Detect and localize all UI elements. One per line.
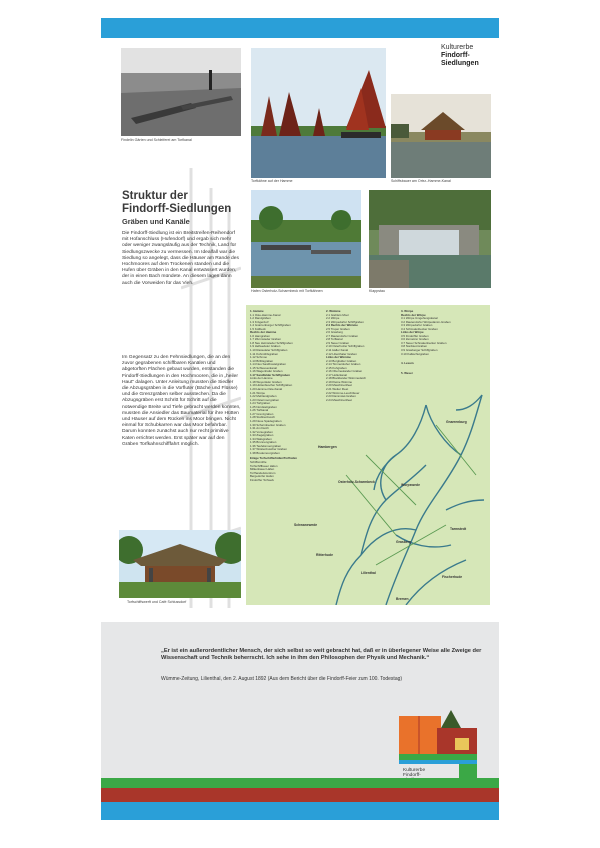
legend-mid-item: 2.21 Wetter Fleet	[326, 387, 349, 392]
legend-mid-item: 2.5 Truper Graben	[326, 326, 350, 331]
legend-left-item: 1.33 Ziegelgraben	[250, 433, 274, 438]
caption-6: Torfschiffswerft und Café Schlussdorf	[127, 600, 187, 604]
legend-left-item: 1.9 Hellwedeler Graben	[250, 344, 281, 349]
legend-left-item: 1.7 Wurmsteder Graben	[250, 337, 281, 342]
legend-left-item: 1.38 Bredemoorgraben	[250, 450, 280, 455]
legend-left-item: 1.27 Grenzgraben	[250, 411, 274, 416]
map-place-label: Tarmstedt	[450, 527, 467, 531]
legend-left-item: 1.8 Neu Helmsteder Schiffgraben	[250, 340, 293, 345]
caption-2: Torfkähne auf der Hamme	[251, 179, 293, 183]
map-place-label: Schwanewede	[294, 523, 318, 527]
legend-mid-item: 2.14 Timmersloher Graben	[326, 362, 361, 367]
legend-left-item: 1.18 Weyerdeler Graben	[250, 379, 282, 384]
photo-sluice	[369, 190, 491, 288]
legend-left-item: 1.1 Oste-Hamme-Kanal	[250, 312, 281, 317]
legend-left-item: 1.32 Vorsegraben	[250, 429, 273, 434]
paragraph-1: Die Findorff-Siedlung ist ein Breitstreifen-Reihendorf mit Hofanschluss (Hufendorf) und ergab sich mehr oder weniger zwangsläufig aus der Technik, Land für Siedlungszwecke zu vermessen. Im Idealfall war die Siedlung so angelegt, dass die Häuser am Rande des Hochmoores auf dem Trockenen standen und die Hufen über Gräben in den Kanal entwässert wurden, der in einen Bach mündete. An diesem lagen dann auch die Vorweiden für das Vieh.	[122, 231, 239, 286]
legend-left-item: 1.11 Kuhmühlsgraben	[250, 351, 279, 356]
map-place-label: Grasberg	[396, 540, 412, 544]
legend-right-item: 3.9 Grasberger Schiffgraben	[401, 348, 438, 353]
caption-3: Schiffsbauer am Ortsr.-Hamme-Kanal	[391, 179, 451, 183]
series-line3: Siedlungen	[441, 60, 479, 67]
legend-right-item: 3.1 Wörpe Umgehungskanal	[401, 316, 438, 321]
photo-pavilion	[119, 530, 241, 598]
legend-left-item: 1.37 Wüstenbuscher Graben	[250, 447, 287, 452]
photo-boathouse	[391, 94, 491, 178]
quote-text: „Er ist ein außerordentlicher Mensch, der sich selbst so weit gebracht hat, daß er in überlegener Weise alle Zweige der Wissenschaft und Technik beherrscht. Ich sehe in ihm den Philosophen der Physik und Mechanik.“	[161, 648, 482, 662]
legend-right-item: 3.4 Schmalenbecker Graben	[401, 326, 438, 331]
legend-mid-item: 2.12 Lilienthaler Graben	[326, 351, 357, 356]
legend-mid-item: 2.9 Neuer Graben	[326, 340, 350, 345]
legend-left-item: 1.21 Wörpe	[250, 390, 265, 395]
legend-left-item: 1.2 Randgräben	[250, 316, 271, 321]
map-place-label: Bremen	[396, 597, 409, 601]
legend-mid-item: 2.16 Oberneulander Graben	[326, 369, 363, 374]
legend-mid-item: 2.15 Kuhgraben	[326, 365, 347, 370]
legend-right-heading: 3. Wörpe	[401, 309, 414, 313]
legend-left-item: 1.31 Am Deich	[250, 426, 269, 431]
legend-right-item: 3.3 Wörpedorfer Graben	[401, 323, 433, 328]
series-label	[441, 44, 479, 68]
legend-mid-subheading: 2.4 Rechts der Wümme	[326, 323, 358, 328]
legend-right-item: 3.6 Zernetzer Graben	[401, 337, 429, 342]
map-place-label: Gnarrenburg	[446, 420, 467, 424]
legend-symbol-item: Torfschiffbauer Hafen	[250, 463, 278, 468]
map-place-label: Fischerhude	[442, 575, 463, 579]
legend-left-item: 1.22 Mehlandgraben	[250, 394, 277, 399]
map-place-label: Lilienthal	[361, 571, 376, 575]
legend-right-heading4: 5. Weser	[401, 370, 413, 375]
legend-right-heading3: 4. Lesum	[401, 361, 414, 366]
photo-historic-canal	[121, 48, 241, 136]
legend-left-item: 1.29 Neue Spadegraben	[250, 418, 282, 423]
photo-sailboats	[251, 48, 386, 178]
legend-left-item: 1.24 Torfgraben	[250, 401, 271, 406]
legend-left-item: 1.14 Neu Sandbostelgraben	[250, 362, 287, 367]
series-line2: Findorff-	[441, 52, 470, 59]
legend-right-item: 3.5 Findorffer Graben	[401, 333, 429, 338]
legend-right-heading2: Links der Wörpe	[401, 330, 424, 335]
legend-mid-item: 2.23 Dammsiel-Graben	[326, 394, 356, 399]
legend-left-item: 1.10 Rastedeler Schiffgraben	[250, 348, 288, 353]
legend-left-item: 1.13 Brillitsgraben	[250, 358, 274, 363]
legend-symbol-item: Milkenbauer Hafen	[250, 467, 275, 472]
red-band	[101, 788, 499, 802]
series-line1: Kulturerbe	[441, 44, 474, 51]
legend-right-item: 3.10 Kalkschutgraben	[401, 351, 429, 356]
map-place-label: Worpswede	[401, 483, 420, 487]
caption-4: Hafen Osterholz-Scharmbeck mit Torfkähnen	[251, 289, 323, 293]
bottom-blue-band	[101, 802, 499, 820]
canal-map	[246, 305, 490, 605]
legend-mid-item: 2.22 Wümme-Leuchtfeuer	[326, 390, 360, 395]
logo-line2: Findorff-	[403, 773, 421, 778]
caption-1: Findelin Gärten und Schleiferei am Torfkanal	[121, 138, 192, 142]
map-place-label: Osterholz-Scharmbeck	[338, 480, 375, 484]
article-subtitle: Gräben und Kanäle	[122, 217, 190, 226]
legend-left-item: 1.15 Schleusenkanal	[250, 365, 277, 370]
logo-line1: Kulturerbe	[403, 768, 426, 773]
paragraph-2: Im Gegensatz zu den Fehnsiedlungen, die an den zuvor gegrabenen schiffbaren Kanälen und abgetorften Flächen gebaut wurden, entstanden die Findorff-Siedlungen in den Hochmooren, die in „heiler Haut“ dalagen. Unter Anleitung mussten die Siedler die Abzugsgräben in die Vorfluter (Bäche und Flüsse) und die Grenzgräben selber ausstechen. Da die Abzugsgräben erst Schritt für Schritt auf die notwendige Breite und Tiefe gebracht werden konnten, mussten die Ansiedler das Baumaterial für ihre Hütten und Häuser auf dem Rücken ins Moor bringen. Nicht einmal für Schubkarren war das Moor befahrbar. Darum konnten zunächst auch nur recht primitive Katen errichtet werden. Erst später war auf den Gräben Torfkahnschifffahrt möglich.	[122, 355, 241, 447]
legend-mid-item: 2.3 Wörpedorfer Schiffgraben	[326, 319, 364, 324]
legend-symbol-item: Bergedorfer Hafen	[250, 474, 274, 479]
legend-left-item: 1.5 Kollbeck	[250, 326, 266, 331]
legend-left-item: 1.3 Krögerdorf	[250, 319, 269, 324]
article-title	[122, 190, 282, 215]
legend-mid-item: 2.17 Hollerkanal	[326, 372, 347, 377]
map-rivers	[246, 305, 490, 605]
legend-left-item: 1.16 Wagenhafer Graben	[250, 369, 283, 374]
legend-left-item: Links der Hamme	[250, 376, 273, 381]
legend-right-subheading: Rechts der Wörpe	[401, 312, 426, 317]
legend-left-item: 1.35 Brunnengraben	[250, 440, 277, 445]
legend-mid-item: 2.24 Maschinenfleet	[326, 397, 352, 402]
legend-right-item: 3.7 Neuer Schnakenbecker Graben	[401, 340, 447, 345]
legend-symbol-item: Schiffsmühle	[250, 459, 267, 464]
legend-mid-item: 2.11 Haller Kanal	[326, 348, 348, 353]
legend-left-subheading: Rechts der Hamme	[250, 330, 277, 335]
green-band	[101, 778, 499, 788]
legend-symbol-item: Torfhandelszentrum	[250, 470, 276, 475]
legend-mid-item: 2.6 Grasberg	[326, 330, 343, 335]
legend-left-item: 1.30 Scharmbecker Graben	[250, 422, 286, 427]
legend-mid-item: 2.2 Wörpe	[326, 316, 340, 321]
legend-mid-item: 2.10 Osterholzer Schiffgraben	[326, 344, 365, 349]
title-line2: Findorff-Siedlungen	[122, 202, 232, 215]
legend-mid-item: 2.8 Torfkanal	[326, 337, 343, 342]
top-blue-band	[101, 18, 499, 38]
map-place-label: Hambergen	[318, 445, 337, 449]
legend-left-heading: 1. Hamme	[250, 309, 264, 313]
legend-mid-heading: 2. Wümme	[326, 309, 341, 313]
legend-mid-item: 2.7 Rautendorfer Graben	[326, 333, 359, 338]
legend-left-subheading: 1.17 Sandfelder Schiffgraben	[250, 372, 290, 377]
legend-right-item: 3.2 Rautendorfer Wörpedamm-Graben	[401, 319, 451, 324]
legend-mid-item: 2.13 Borgfelder Graben	[326, 358, 357, 363]
legend-right-item: 3.8 Nordsiel-Graben	[401, 344, 428, 349]
legend-left-item: 1.34 Walsgraben	[250, 436, 272, 441]
legend-mid-item: 2.18 Blocklander Wümmedeich	[326, 376, 367, 381]
legend-mid-item: 2.20 Maschinenfleet	[326, 383, 352, 388]
legend-left-item: 1.6 Hamgraben	[250, 333, 270, 338]
legend-left-item: 1.36 Teufelsmoorgraben	[250, 443, 282, 448]
legend-symbols-heading: Einige Torfschifferhäfen/Torfhafen	[250, 456, 297, 461]
legend-mid-item: 2.1 Giehlers Moor	[326, 312, 349, 317]
legend-mid-item: 2.19 Kleine Wümme	[326, 379, 353, 384]
legend-left-item: 1.28 Stubbenbusch	[250, 415, 275, 420]
exhibit-panel	[101, 18, 499, 820]
legend-left-item: 1.4 Gnarrenburger Schiffgraben	[250, 323, 291, 328]
legend-left-item: 1.20 Hamme-Oste-Kanal	[250, 387, 282, 392]
legend-symbol-item: Findorffer Torfwerk	[250, 477, 274, 482]
caption-5: Klappstau	[369, 289, 385, 293]
quote-source: Wümme-Zeitung, Lilienthal, den 2. August 1892 (Aus dem Bericht über die Findorff-Feier zum 100. Todestag)	[161, 676, 403, 682]
legend-mid-heading2: Links der Wümme	[326, 355, 351, 360]
legend-left-item: 1.26 Torfkanal	[250, 408, 269, 413]
legend-left-item: 1.23 Ostermoorgraben	[250, 397, 280, 402]
title-line1: Struktur der	[122, 190, 188, 202]
legend-left-item: 1.25 Nordsieltgraben	[250, 404, 277, 409]
map-place-label: Ritterhude	[316, 553, 333, 557]
legend-left-item: 1.12 Schmoo	[250, 355, 268, 360]
legend-left-item: 1.19 Hüttenbuscher Schiffgraben	[250, 383, 293, 388]
